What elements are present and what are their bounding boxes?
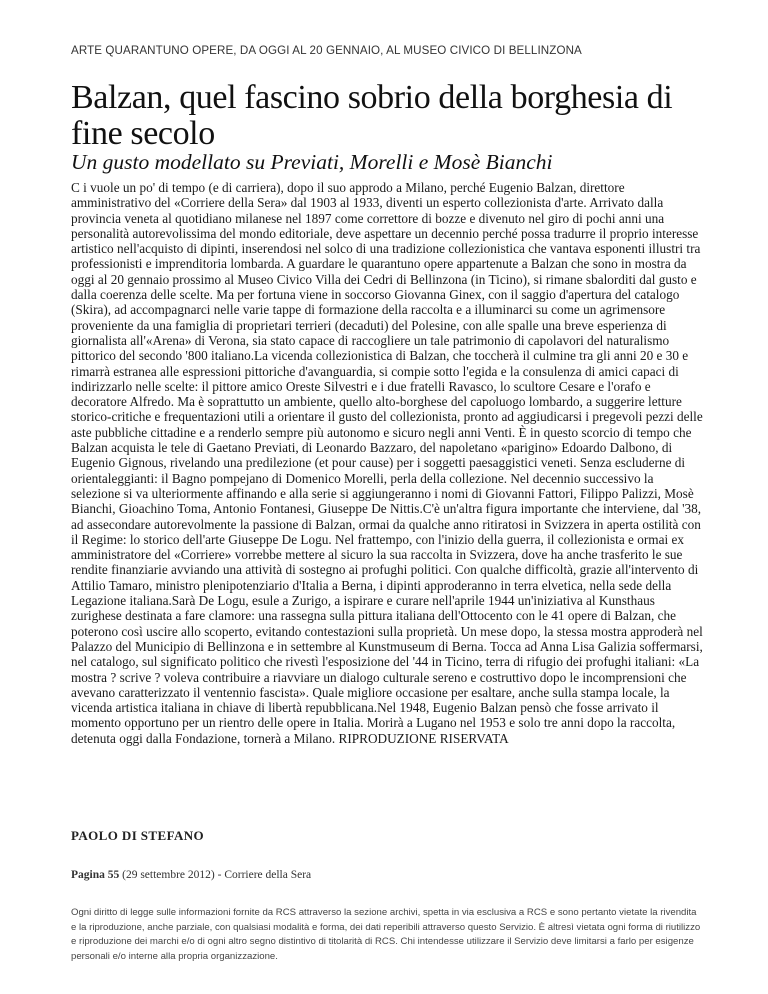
- article-page-info: [71, 869, 311, 881]
- legal-notice: Ogni diritto di legge sulle informazioni fornite da RCS attraverso la sezione archivi, spetta in via esclusiva a RCS e sono pertanto vietate la rivendita e la riproduzione, anche parziale, con qualsiasi modalità e forma, dei dati reperibili attraverso questo Servizio. È altresì vietata ogni forma di riutilizzo e riproduzione dei marchi e/o di ogni altro segno distintivo di titolarità di RCS. Chi intendesse utilizzare il Servizio deve limitarsi a farlo per esigenze personali e/o interne alla propria organizzazione.: [71, 907, 701, 962]
- article-subheadline: Un gusto modellato su Previati, Morelli e Mosè Bianchi: [71, 150, 553, 174]
- article-headline: Balzan, quel fascino sobrio della borghesia di fine secolo: [71, 79, 673, 152]
- page-label: Pagina 55: [71, 869, 120, 881]
- article-author: PAOLO DI STEFANO: [71, 828, 205, 843]
- article-body: C i vuole un po' di tempo (e di carriera), dopo il suo approdo a Milano, perché Eugenio Balzan, direttore amministrativo del «Corriere della Sera» dal 1903 al 1933, diventi un esperto collezionista d'arte. Arrivato dalla provincia veneta al quotidiano milanese nel 1897 come correttore di bozze e divenuto nel giro di pochi anni una personalità autorevolissima del mondo editoriale, deve aspettare un decennio perché possa tradurre il proprio interesse artistico nell'acquisto di dipinti, inserendosi nel solco di una tradizione collezionistica che vantava esponenti illustri tra professionisti e imprenditoria lombarda. A guardare le quarantuno opere appartenute a Balzan che sono in mostra da oggi al 20 gennaio prossimo al Museo Civico Villa dei Cedri di Bellinzona (in Ticino), si rimane sbalorditi dal gusto e dalla coerenza delle scelte. Ma per fortuna viene in soccorso Giovanna Ginex, con il saggio d'apertura del catalogo (Skira), ad accompagnarci nelle varie tappe di formazione della raccolta e a illuminarci su come un agrimensore proveniente da una famiglia di proprietari terrieri (decaduti) del Polesine, con alle spalle una breve esperienza di giornalista all'«Arena» di Verona, sia stato capace di raccogliere un tale patrimonio di capolavori del naturalismo pittorico del secondo '800 italiano.La vicenda collezionistica di Balzan, che toccherà il culmine tra gli anni 20 e 30 e rimarrà estranea alle espressioni pittoriche d'avanguardia, si compie sotto l'egida e la consulenza di amici capaci di indirizzarlo nelle scelte: il pittore amico Oreste Silvestri e i due fratelli Ravasco, lo scultore Cesare e l'orafo e decoratore Alfredo. Ma è soprattutto un ambiente, quello alto-borghese del capoluogo lombardo, a suggerire letture storico-critiche e frequentazioni utili a orientare il gusto del collezionista, pronto ad aggiudicarsi i pregevoli pezzi delle aste pubbliche cittadine e a renderlo sempre più autonomo e sicuro negli anni Venti. È in questo scorcio di tempo che Balzan acquista le tele di Gaetano Previati, di Leonardo Bazzaro, del napoletano «parigino» Edoardo Dalbono, di Eugenio Gignous, rivelando una predilezione (et pour cause) per i soggetti paesaggistici veneti. Senza escluderne di orientaleggianti: il Bagno pompejano di Domenico Morelli, perla della collezione. Nel decennio successivo la selezione si va ulteriormente affinando e alla serie si aggiungeranno i nomi di Giovanni Fattori, Filippo Palizzi, Mosè Bianchi, Gioachino Toma, Antonio Fontanesi, Giuseppe De Nittis.C'è un'altra figura importante che interviene, dal '38, ad assecondare autorevolmente la passione di Balzan, ormai da qualche anno ritiratosi in Svizzera in aperta ostilità con il Regime: lo storico dell'arte Giuseppe De Logu. Nel frattempo, con l'inizio della guerra, il collezionista e ormai ex amministratore del «Corriere» vorrebbe mettere al sicuro la sua raccolta in Svizzera, dove ha anche trasferito le sue rendite finanziarie avviando una attività di sostegno ai profughi politici. Con qualche difficoltà, grazie all'intervento di Attilio Tamaro, ministro plenipotenziario d'Italia a Berna, i dipinti approderanno in terra elvetica, nella sede della Legazione italiana.Sarà De Logu, esule a Zurigo, a ispirare e curare nell'aprile 1944 un'iniziativa al Kunsthaus zurighese destinata a fare clamore: una rassegna sulla pittura italiana dell'Ottocento con le 41 opere di Balzan, che poterono così uscire allo scoperto, evitando contestazioni sulla proprietà. Un mese dopo, la stessa mostra approderà nel Palazzo del Municipio di Bellinzona e in settembre al Kunstmuseum di Berna. Tocca ad Anna Lisa Galizia soffermarsi, nel catalogo, sul significato politico che rivestì l'esposizione del '44 in Ticino, terra di rifugio dei profughi italiani: «La mostra ? scrive ? voleva contribuire a riavviare un dialogo culturale sereno e costruttivo dopo le incomprensioni che avevano caratterizzato il ventennio fascista». Quale migliore occasione per esaltare, anche sulla stampa locale, la vicenda artistica italiana in chiave di libertà repubblicana.Nel 1948, Eugenio Balzan pensò che fosse arrivato il momento opportuno per un rientro delle opere in Italia. Morirà a Lugano nel 1953 e solo tre anni dopo la raccolta, detenuta oggi dalla Fondazione, tornerà a Milano. RIPRODUZIONE RISERVATA: [71, 180, 703, 746]
- page-source: (29 settembre 2012) - Corriere della Sera: [119, 869, 312, 881]
- article-kicker: ARTE QUARANTUNO OPERE, DA OGGI AL 20 GENNAIO, AL MUSEO CIVICO DI BELLINZONA: [71, 44, 582, 57]
